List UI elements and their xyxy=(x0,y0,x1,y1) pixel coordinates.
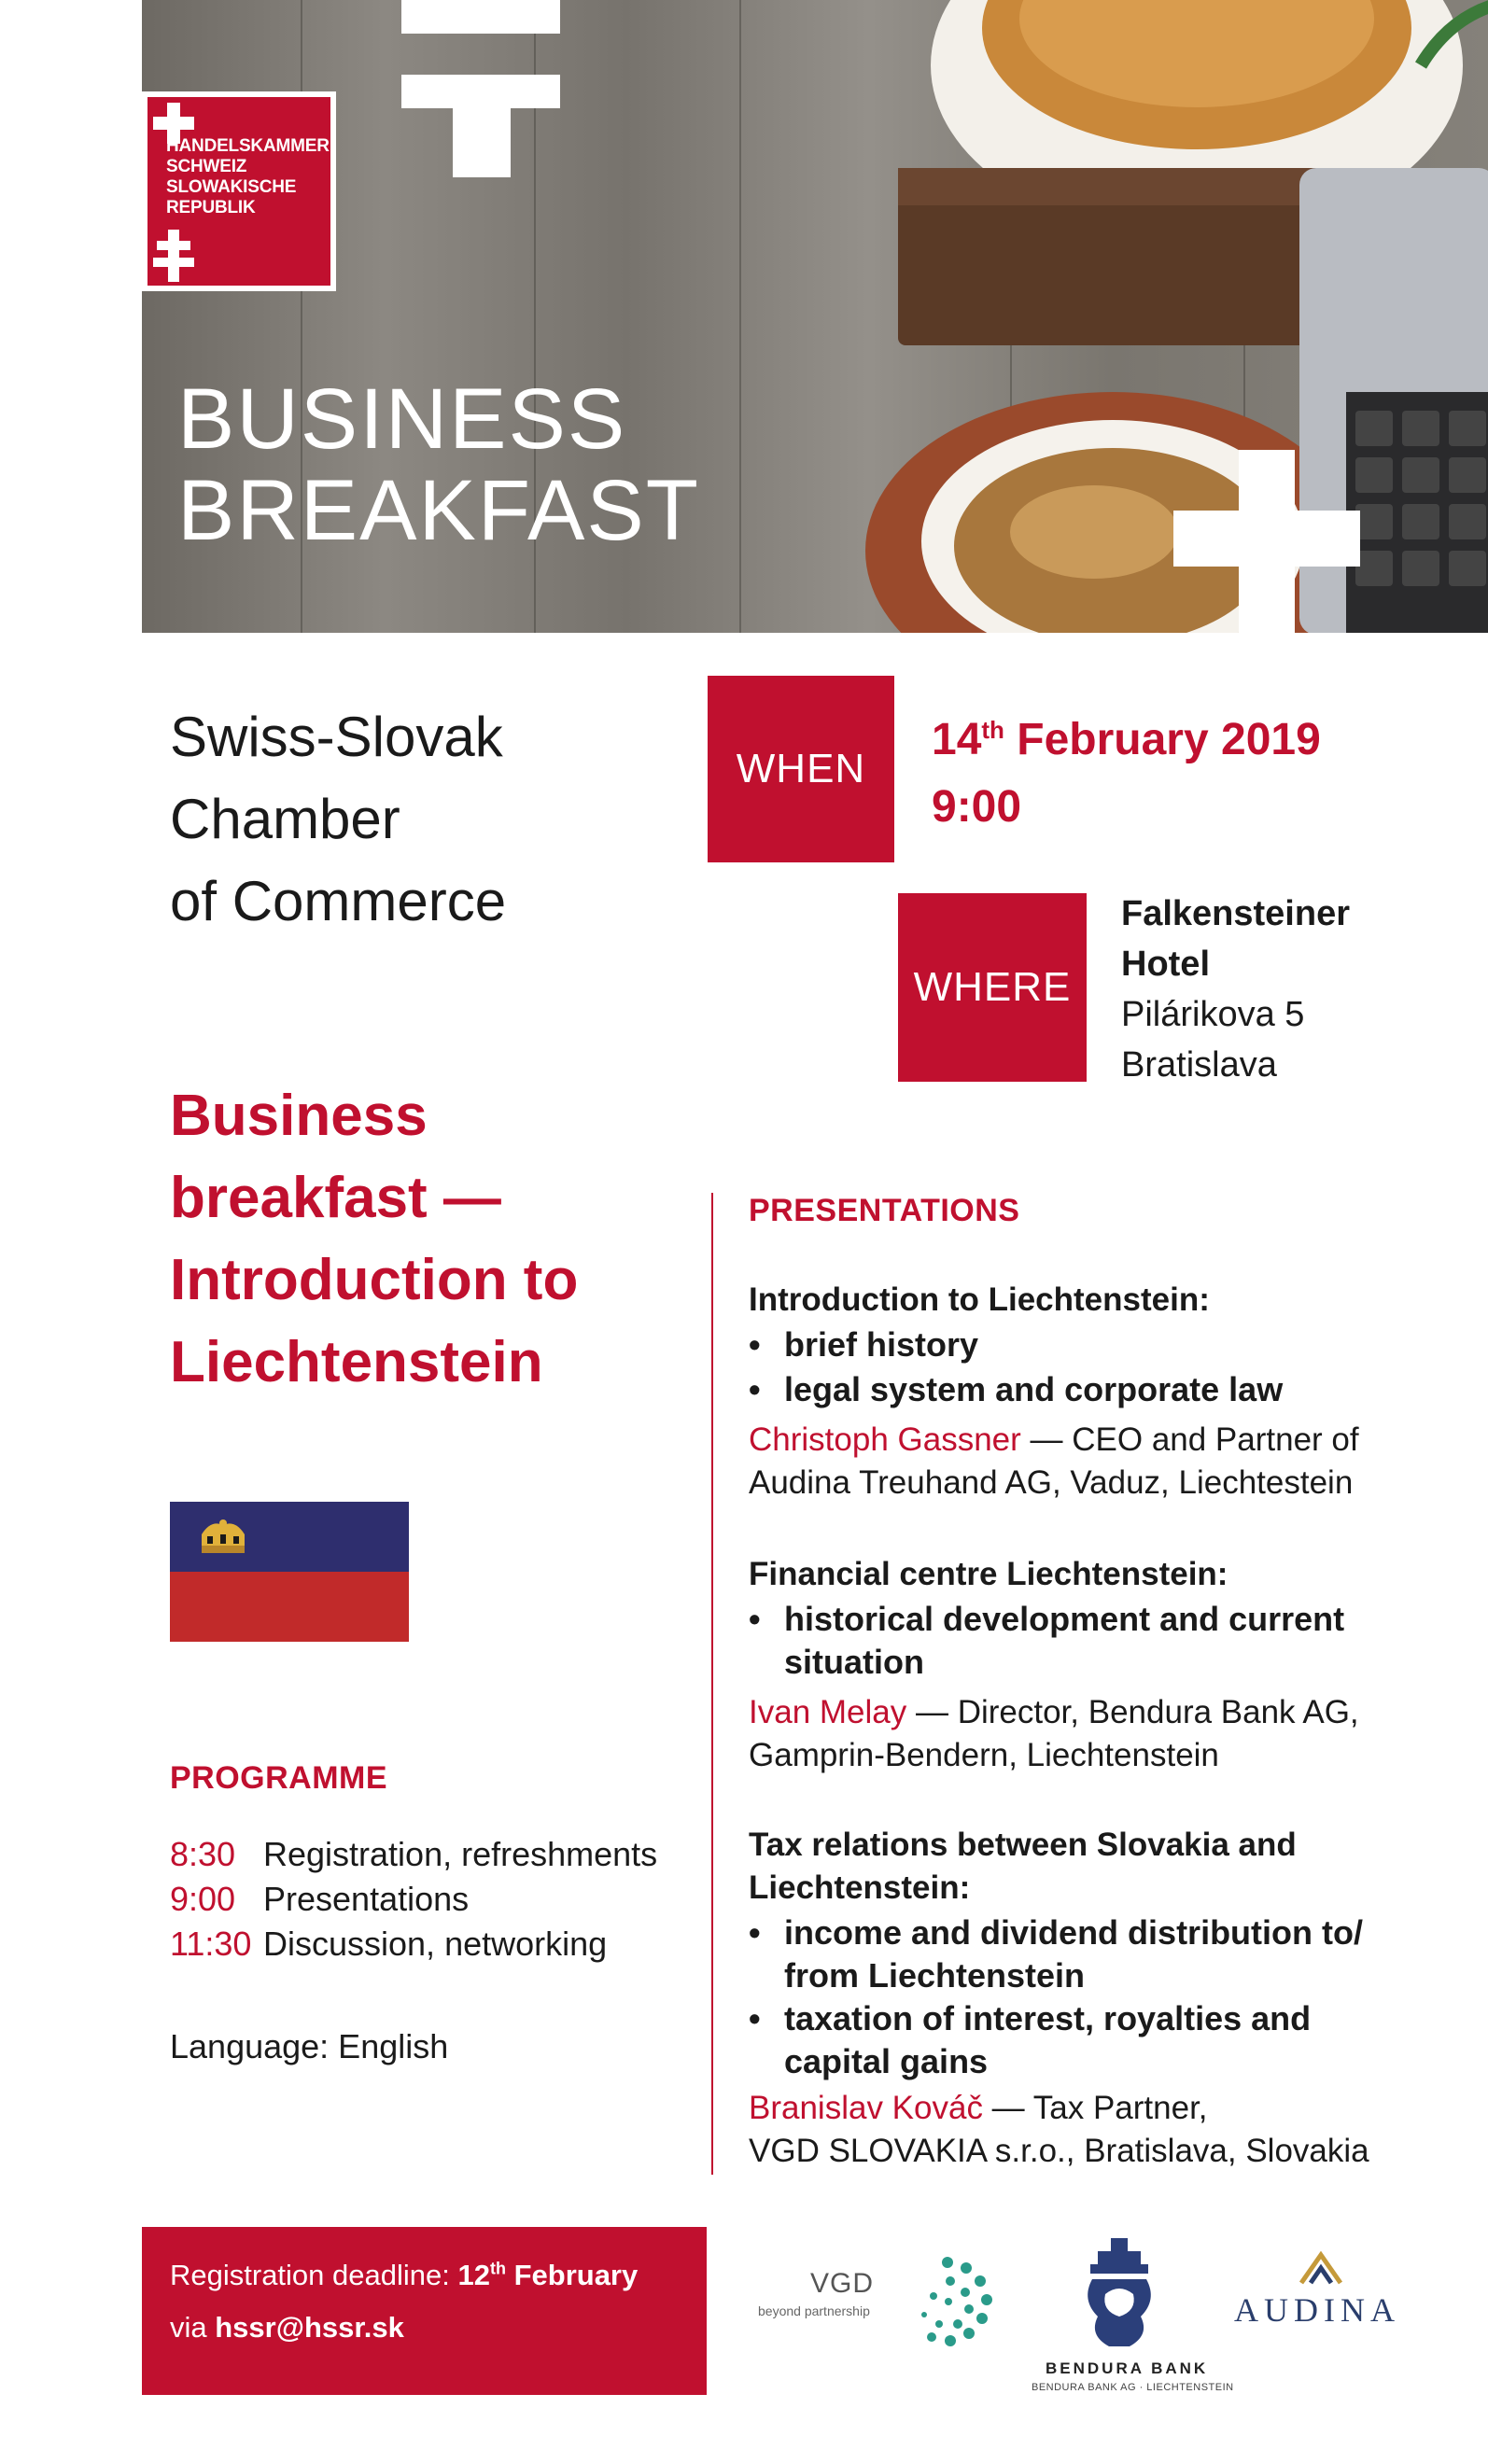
registration-via: via xyxy=(170,2311,216,2344)
hero-title: BUSINESS BREAKFAST xyxy=(177,371,700,558)
presentation-bullet: • taxation of interest, royalties and capital gains xyxy=(749,1999,1312,2080)
presentation-bullet: • income and dividend distribution to/ from Liechtenstein xyxy=(749,1913,1363,1995)
speaker-name: Branislav Kováč xyxy=(749,2090,983,2126)
speaker-role: — Director, Bendura Bank AG, Gamprin-Bendern, Liechtenstein xyxy=(749,1694,1359,1773)
deadline-day: 12 xyxy=(457,2259,490,2291)
presentation-bullet: • historical development and current situation xyxy=(749,1600,1345,1681)
venue-address2: Bratislava xyxy=(1121,1045,1277,1085)
chamber-logo xyxy=(142,91,336,291)
when-value xyxy=(932,696,1321,841)
logo-text: HANDELSKAMMER SCHWEIZ SLOWAKISCHE REPUBLIK xyxy=(166,136,330,217)
where-label: WHERE xyxy=(898,893,1087,1082)
liechtenstein-flag xyxy=(170,1502,409,1642)
speaker-role: — CEO and Partner of Audina Treuhand AG, Vaduz, Liechtestein xyxy=(749,1421,1359,1501)
programme-time: 9:00 xyxy=(170,1880,236,1918)
registration-label: Registration deadline: xyxy=(170,2259,458,2291)
registration-contact xyxy=(170,2311,404,2345)
presentations-heading: PRESENTATIONS xyxy=(749,1193,1020,1228)
column-divider xyxy=(711,1193,713,2175)
vgd-logo-text: VGD xyxy=(810,2268,875,2299)
presentation-title: Introduction to Liechtenstein: xyxy=(749,1281,1210,1318)
bendura-emblem-icon xyxy=(1081,2238,1158,2350)
when-time: 9:00 xyxy=(932,782,1022,832)
presentation-speaker xyxy=(749,1419,1359,1505)
language-note: Language: English xyxy=(170,2027,449,2065)
slovak-cross-icon xyxy=(153,230,194,282)
crown-icon xyxy=(198,1518,248,1557)
cross-decoration-bottom xyxy=(1173,450,1360,633)
vgd-tagline: beyond partnership xyxy=(758,2303,870,2318)
presentation-bullet: • brief history xyxy=(749,1325,979,1364)
event-title: Business breakfast — Introduction to Liechtenstein xyxy=(170,1084,579,1394)
programme-text: Presentations xyxy=(263,1880,470,1918)
where-value xyxy=(1121,889,1350,1090)
programme-item xyxy=(170,1835,657,1874)
speaker-name: Ivan Melay xyxy=(749,1694,907,1730)
venue-address1: Pilárikova 5 xyxy=(1121,995,1305,1034)
deadline-month: February xyxy=(505,2259,639,2291)
hero-banner xyxy=(142,0,1488,633)
programme-time: 11:30 xyxy=(170,1925,252,1963)
registration-box xyxy=(142,2227,707,2395)
programme-time: 8:30 xyxy=(170,1835,236,1873)
chamber-name: Swiss-Slovak Chamber of Commerce xyxy=(170,706,507,932)
venue-line2: Hotel xyxy=(1121,945,1210,984)
plant-illustration xyxy=(1411,0,1488,75)
registration-email-link[interactable]: hssr@hssr.sk xyxy=(215,2311,404,2344)
presentation-speaker xyxy=(749,2087,1369,2173)
bendura-logo-text: BENDURA BANK xyxy=(1046,2359,1209,2377)
programme-item xyxy=(170,1925,607,1964)
audina-chevron-icon xyxy=(1298,2251,1344,2285)
speaker-name: Christoph Gassner xyxy=(749,1421,1021,1458)
programme-heading: PROGRAMME xyxy=(170,1760,388,1796)
programme-text: Registration, refreshments xyxy=(263,1835,658,1873)
deadline-ordinal: th xyxy=(489,2259,506,2278)
registration-deadline xyxy=(170,2259,638,2292)
when-ordinal: th xyxy=(981,716,1004,744)
programme-item xyxy=(170,1880,469,1919)
cross-decoration-top xyxy=(401,0,560,177)
audina-logo-text: AUDINA xyxy=(1234,2291,1400,2329)
vgd-dots-icon xyxy=(896,2249,999,2352)
speaker-role: — Tax Partner, VGD SLOVAKIA s.r.o., Bratislava, Slovakia xyxy=(749,2090,1369,2169)
programme-text: Discussion, networking xyxy=(263,1925,608,1963)
presentation-title: Financial centre Liechtenstein: xyxy=(749,1556,1228,1592)
presentation-bullet: • legal system and corporate law xyxy=(749,1370,1284,1408)
when-label: WHEN xyxy=(708,676,894,862)
when-day: 14 xyxy=(932,715,982,764)
bendura-logo-subtext: BENDURA BANK AG · LIECHTENSTEIN xyxy=(1032,2382,1234,2393)
when-month-year: February 2019 xyxy=(1004,715,1321,764)
venue-line1: Falkensteiner xyxy=(1121,894,1350,933)
presentation-speaker xyxy=(749,1691,1359,1777)
presentation-title: Tax relations between Slovakia and Liechtenstein: xyxy=(749,1827,1297,1906)
